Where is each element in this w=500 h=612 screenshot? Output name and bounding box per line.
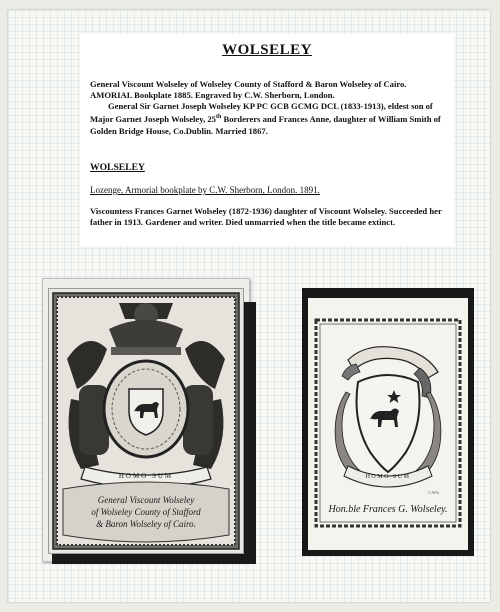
bookplate-1-engraving	[49, 289, 243, 553]
bookplate-2-lozenge	[308, 298, 468, 550]
description-card	[80, 34, 454, 246]
second-heading: WOLSELEY	[90, 162, 145, 173]
bookplate-1-inscription-line-2: of Wolseley County of Stafford	[91, 507, 201, 517]
bookplate-2-engraving	[308, 298, 468, 550]
bookplate-2-motto: HOMO SUM	[365, 474, 411, 480]
second-subtitle: Lozenge, Armorial bookplate by C.W. Sherborn, London. 1891.	[90, 185, 320, 195]
paragraph-1b-text: General Sir Garnet Joseph Wolseley KP PC GCB GCMG DCL (1833-1913), eldest son of Major Garnet Joseph Wolseley, 25	[90, 101, 433, 125]
description-paragraph-2: Viscountess Frances Garnet Wolseley (1872-1936) daughter of Viscount Wolseley. Succeeded her father in 1913. Gardener and writer. Died unmarried when the title became extinct.	[90, 206, 442, 228]
bookplate-2-inscription: Hon.ble Frances G. Wolseley.	[328, 504, 448, 515]
page-title: WOLSELEY	[222, 42, 312, 58]
bookplate-1-motto: HOMO SUM	[118, 472, 174, 480]
bookplate-1-inscription-line-1: General Viscount Wolseley	[97, 495, 195, 505]
paragraph-1b-continued: Borderers and Frances Anne, daughter of William Smith of Golden Bridge House, Co.Dublin. Married 1867.	[90, 114, 441, 136]
bookplate-1-inscription-line-3: & Baron Wolseley of Cairo.	[96, 519, 196, 529]
description-paragraph-1: General Viscount Wolseley of Wolseley County of Stafford & Baron Wolseley of Cairo. AMORIAL Bookplate 1885. Engraved by C.W. Sherborn, London.	[90, 79, 407, 101]
ordinal-suffix: th	[215, 114, 222, 121]
bookplate-2-engraver-signature: C.W.S.	[428, 490, 440, 495]
album-page	[8, 10, 490, 602]
bookplate-1-armorial	[48, 288, 244, 554]
description-paragraph-1b	[90, 101, 446, 137]
